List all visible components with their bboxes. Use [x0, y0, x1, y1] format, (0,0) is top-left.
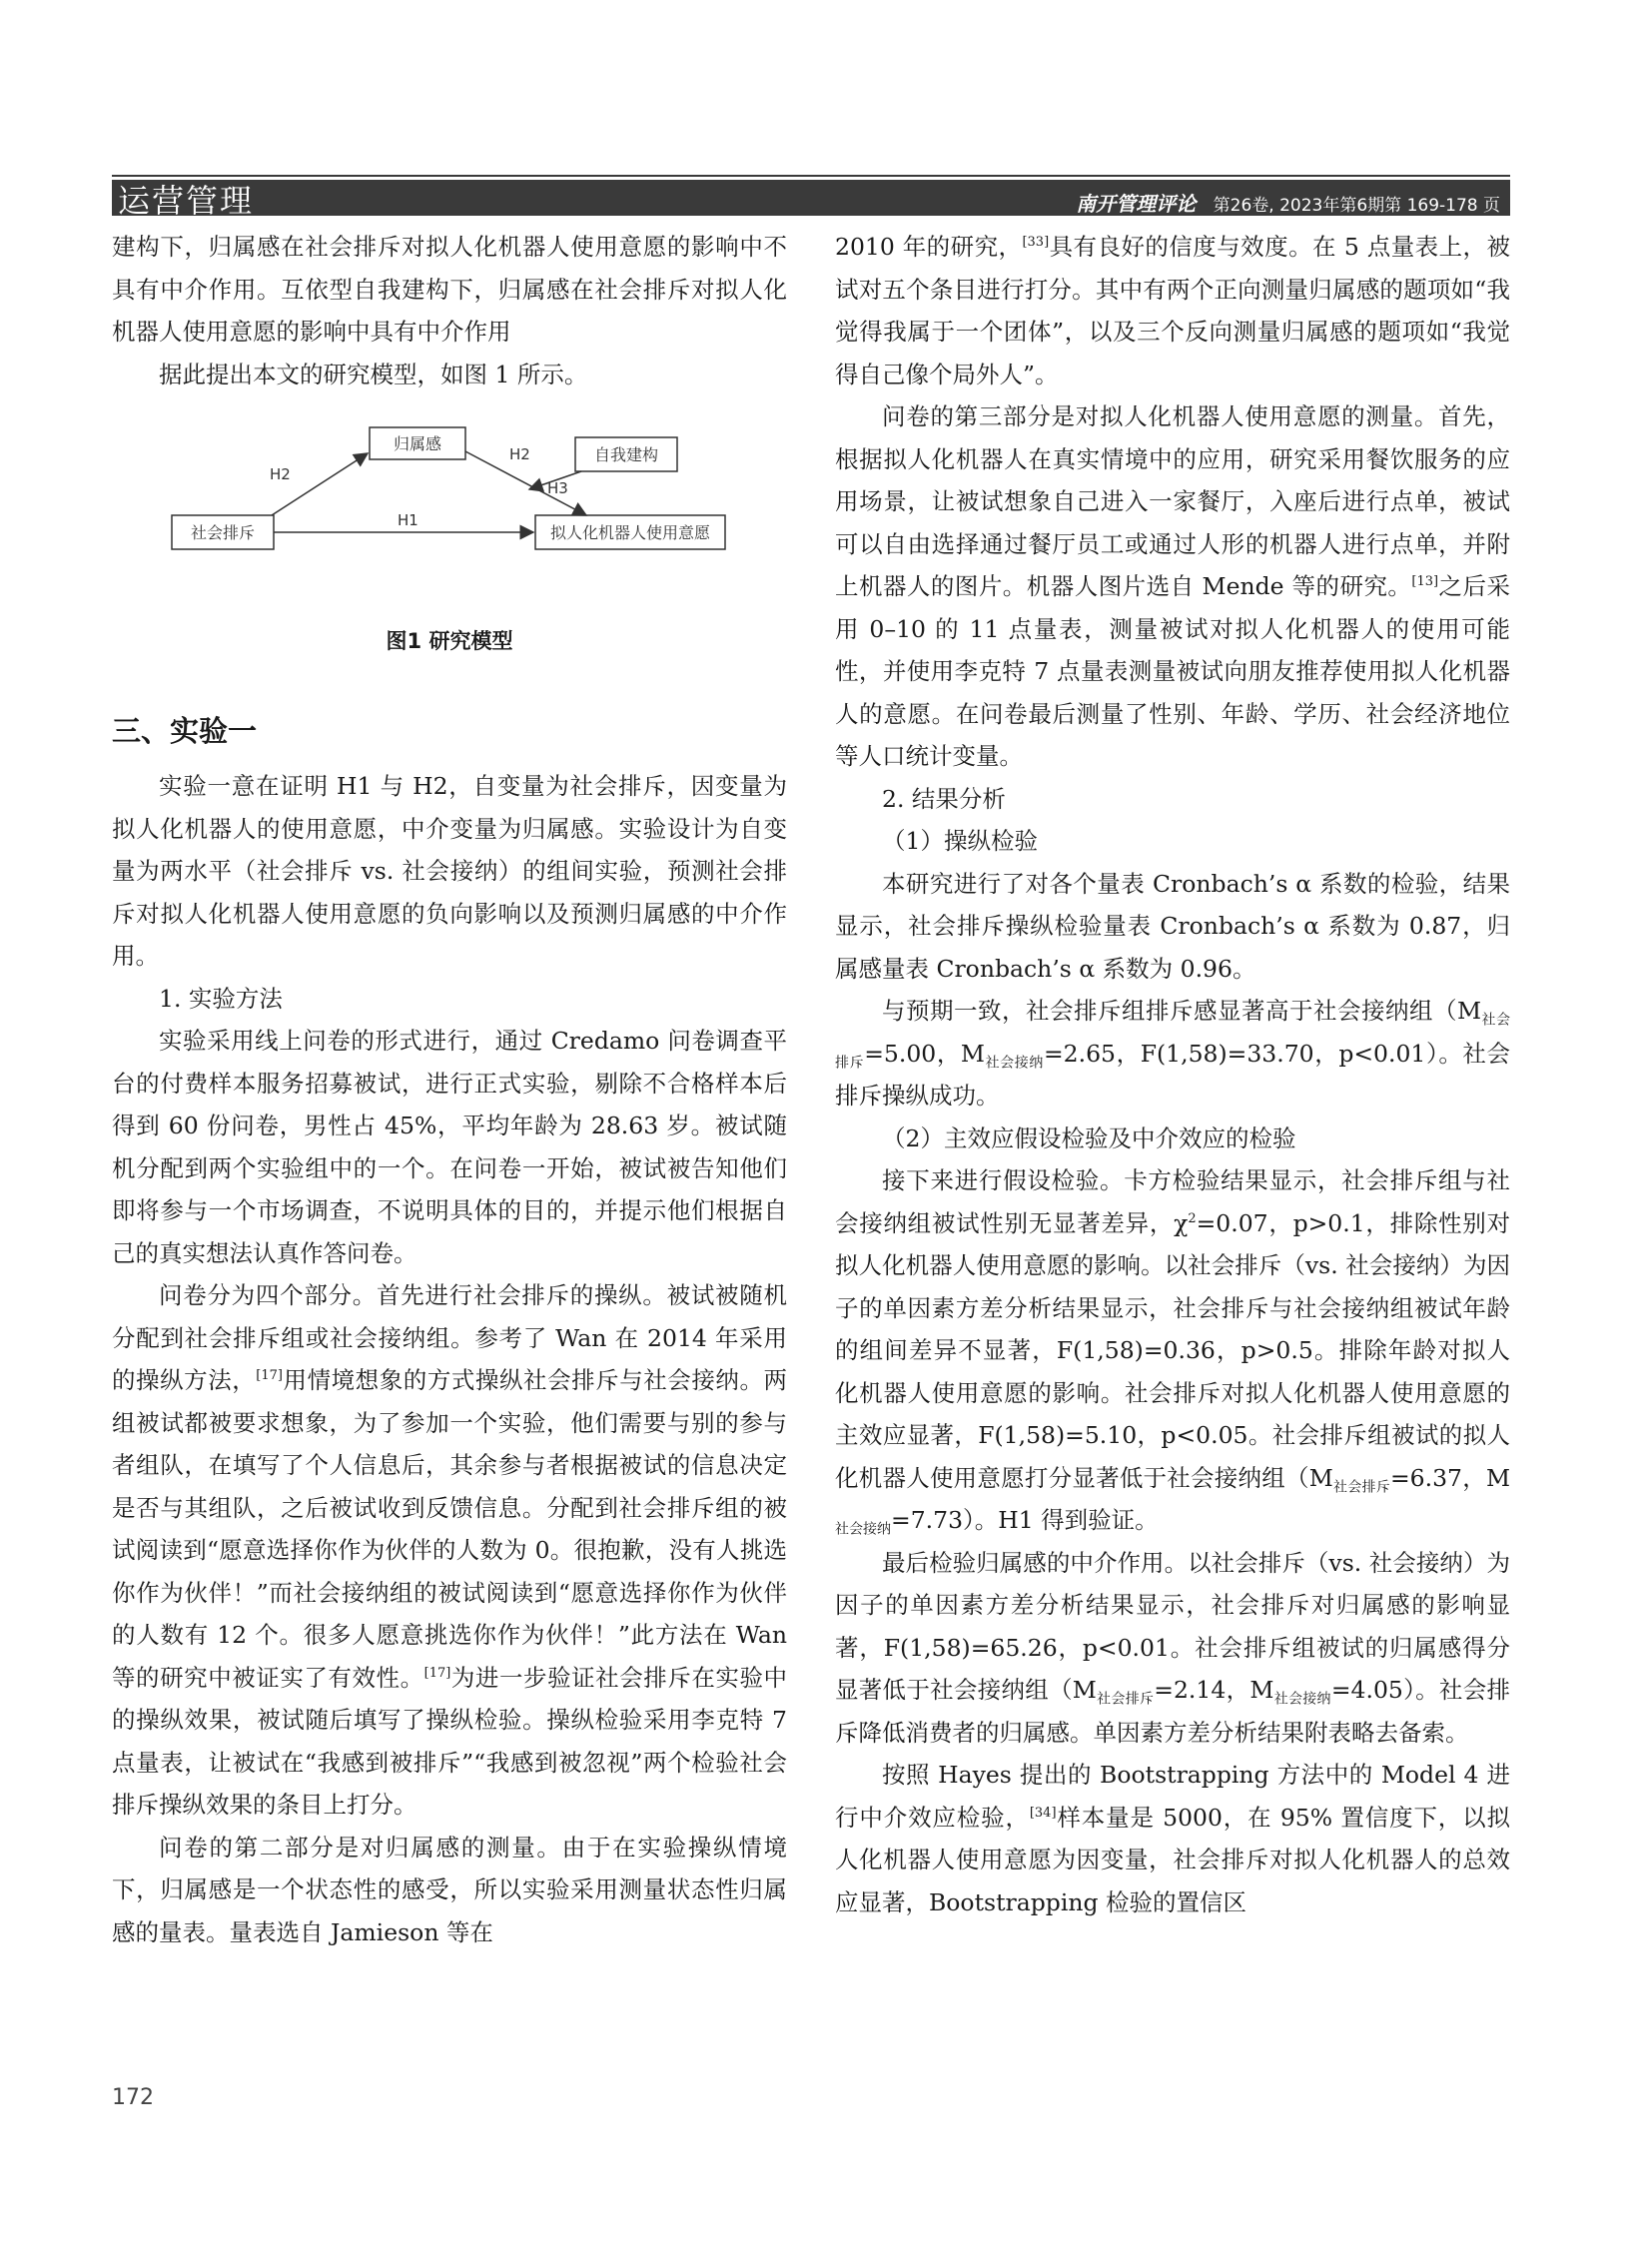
text-run: =0.07，p>0.1，排除性别对拟人化机器人使用意愿的影响。以社会排斥（vs. 社会接纳）为因子的单因素方差分析结果显示，社会排斥与社会接纳组被试年龄的组间差异不显著，F(1,58)=0.36，p>0.5。排除年龄对拟人化机器人使用意愿的影响。社会排斥对拟人化机器人使用意愿的主效应显著，F(1,58)=5.10，p<0.05。社会排斥组被试的拟人化机器人使用意愿打分显著低于社会接纳组（M — [835, 1208, 1510, 1492]
subheading: （1）操纵检验 — [882, 827, 1038, 855]
subscript: 社会接纳 — [835, 1521, 891, 1538]
journal-name: 南开管理评论 — [1076, 192, 1197, 216]
subscript: 社会接纳 — [1273, 1691, 1331, 1708]
superscript: 2 — [1188, 1210, 1197, 1226]
paragraph: 实验采用线上问卷的形式进行，通过 Credamo 问卷调查平台的付费样本服务招募被试，进行正式实验，剔除不合格样本后得到 60 份问卷，男性占 45%，平均年龄为 28.63 岁。被试随机分配到两个实验组中的一个。在问卷一开始，被试被告知他们即将参与一个市场调查，不说明具体的目的，并提示他们根据自己的真实想法认真作答问卷。 — [112, 1027, 787, 1267]
text-run: 具有良好的信度与效度。在 5 点量表上，被试对五个条目进行打分。其中有两个正向测量归属感的题项如“我觉得我属于一个团体”，以及三个反向测量归属感的题项如“我觉得自己像个局外人”。 — [835, 233, 1510, 388]
subheading: （2）主效应假设检验及中介效应的检验 — [882, 1123, 1296, 1152]
text-run: 之后采用 0–10 的 11 点量表，测量被试对拟人化机器人的使用可能性，并使用李克特 7 点量表测量被试向朋友推荐使用拟人化机器人的意愿。在问卷最后测量了性别、年龄、学历、社会经济地位等人口统计变量。 — [835, 572, 1510, 770]
research-model-figure — [112, 415, 787, 663]
subscript: 社会接纳 — [984, 1055, 1044, 1072]
node-exclusion: 社会排斥 — [190, 523, 256, 542]
text-run: 问卷分为四个部分。首先进行社会排斥的操纵。被试被随机分配到社会排斥组或社会接纳组。参考了 Wan 在 2014 年采用的操纵方法， — [112, 1281, 787, 1394]
citation: [13] — [1411, 574, 1439, 590]
text-run: 问卷的第三部分是对拟人化机器人使用意愿的测量。首先，根据拟人化机器人在真实情境中的应用，研究采用餐饮服务的应用场景，让被试想象自己进入一家餐厅，入座后进行点单，被试可以自由选择通过餐厅员工或通过人形的机器人进行点单，并附上机器人的图片。机器人图片选自 Mende 等的研究。 — [835, 402, 1510, 600]
subheading: 1. 实验方法 — [159, 984, 283, 1013]
node-intention: 拟人化机器人使用意愿 — [549, 523, 711, 542]
text-run: 最后检验归属感的中介作用。以社会排斥（vs. 社会接纳）为因子的单因素方差分析结果显示，社会排斥对归属感的影响显著，F(1,58)=65.26，p<0.01。社会排斥组被试的归属感得分显著低于社会接纳组（M — [835, 1548, 1510, 1704]
section-name: 运营管理 — [118, 182, 255, 220]
text-run: 接下来进行假设检验。卡方检验结果显示，社会排斥组与社会接纳组被试性别无显著差异，χ — [835, 1166, 1510, 1237]
subscript: 社会排斥 — [1332, 1479, 1390, 1496]
text-run: =6.37，M — [1389, 1463, 1511, 1492]
text-run: =4.05）。社会排斥降低消费者的归属感。单因素方差分析结果附表略去备索。 — [835, 1676, 1510, 1747]
text-run: 与预期一致，社会排斥组排斥感显著高于社会接纳组（M — [882, 997, 1482, 1025]
text-run: =5.00，M — [864, 1039, 985, 1068]
journal-info — [1076, 188, 1500, 217]
right-column — [835, 226, 1510, 1923]
paragraph: 问卷的第二部分是对归属感的测量。由于在实验操纵情境下，归属感是一个状态性的感受，所以实验采用测量状态性归属感的量表。量表选自 Jamieson 等在 — [112, 1833, 787, 1946]
journal-issue: 第26卷, 2023年第6期第 169-178 页 — [1213, 196, 1500, 216]
research-model-diagram — [112, 415, 787, 615]
paragraph — [112, 1274, 787, 1827]
citation: [17] — [423, 1665, 451, 1681]
text-run: 按照 Hayes 提出的 Bootstrapping 方法中的 Model 4 进行中介效应检验， — [835, 1761, 1510, 1832]
paragraph: 建构下，归属感在社会排斥对拟人化机器人使用意愿的影响中不具有中介作用。互依型自我建构下，归属感在社会排斥对拟人化机器人使用意愿的影响中具有中介作用 — [112, 233, 787, 346]
paragraph — [835, 1542, 1510, 1755]
node-belonging: 归属感 — [393, 434, 442, 453]
text-run: 样本量是 5000，在 95% 置信度下，以拟人化机器人使用意愿为因变量，社会排斥对拟人化机器人的总效应显著，Bootstrapping 检验的置信区 — [835, 1803, 1511, 1916]
section-heading: 三、实验一 — [112, 714, 258, 748]
text-run: =7.73）。H1 得到验证。 — [891, 1506, 1159, 1534]
subscript: 社会排斥 — [835, 1012, 1511, 1072]
figure-caption: 图1 研究模型 — [386, 629, 513, 653]
subheading: 2. 结果分析 — [882, 784, 1006, 813]
subscript: 社会排斥 — [1096, 1691, 1155, 1708]
running-header — [112, 180, 1510, 220]
label-h2-right: H2 — [509, 445, 530, 463]
text-run: =2.65，F(1,58)=33.70，p<0.01）。社会排斥操纵成功。 — [835, 1039, 1511, 1110]
text-run: =2.14，M — [1154, 1676, 1274, 1704]
citation: [33] — [1022, 235, 1050, 251]
paragraph: 实验一意在证明 H1 与 H2，自变量为社会排斥，因变量为拟人化机器人的使用意愿，中介变量为归属感。实验设计为自变量为两水平（社会排斥 vs. 社会接纳）的组间实验，预测社会排斥对拟人化机器人使用意愿的负向影响以及预测归属感的中介作用。 — [112, 772, 787, 970]
paragraph — [835, 990, 1510, 1118]
text-run: 2010 年的研究， — [835, 233, 1023, 261]
arrow-exclusion-belonging — [272, 453, 368, 515]
paragraph — [835, 1159, 1510, 1542]
paragraph — [835, 395, 1510, 778]
paragraph: 据此提出本文的研究模型，如图 1 所示。 — [159, 360, 588, 388]
label-h2-left: H2 — [270, 465, 291, 483]
label-h1: H1 — [398, 511, 418, 529]
header-rule — [112, 175, 1510, 177]
text-run: 为进一步验证社会排斥在实验中的操纵效果，被试随后填写了操纵检验。操纵检验采用李克特 7 点量表，让被试在“我感到被排斥”“我感到被忽视”两个检验社会排斥操纵效果的条目上打分。 — [112, 1663, 788, 1819]
citation: [17] — [256, 1368, 283, 1384]
text-run: 用情境想象的方式操纵社会排斥与社会接纳。两组被试都被要求想象，为了参加一个实验，他们需要与别的参与者组队，在填写了个人信息后，其余参与者根据被试的信息决定是否与其组队，之后被试收到反馈信息。分配到社会排斥组的被试阅读到“愿意选择你作为伙伴的人数为 0。很抱歉，没有人挑选你作为伙伴！”而社会接纳组的被试阅读到“愿意选择你作为伙伴的人数有 12 个。很多人愿意挑选你作为伙伴！”此方法在 Wan 等的研究中被证实了有效性。 — [112, 1366, 788, 1692]
paragraph: 本研究进行了对各个量表 Cronbach’s α 系数的检验，结果显示，社会排斥操纵检验量表 Cronbach’s α 系数为 0.87，归属感量表 Cronbach’s α 系数为 0.96。 — [835, 869, 1510, 983]
citation: [34] — [1029, 1805, 1057, 1821]
paragraph — [835, 1754, 1510, 1923]
paragraph — [835, 226, 1510, 395]
label-h3: H3 — [547, 479, 568, 497]
node-self-construal: 自我建构 — [593, 445, 659, 464]
page-number: 172 — [112, 2085, 154, 2110]
left-column — [112, 226, 787, 1953]
